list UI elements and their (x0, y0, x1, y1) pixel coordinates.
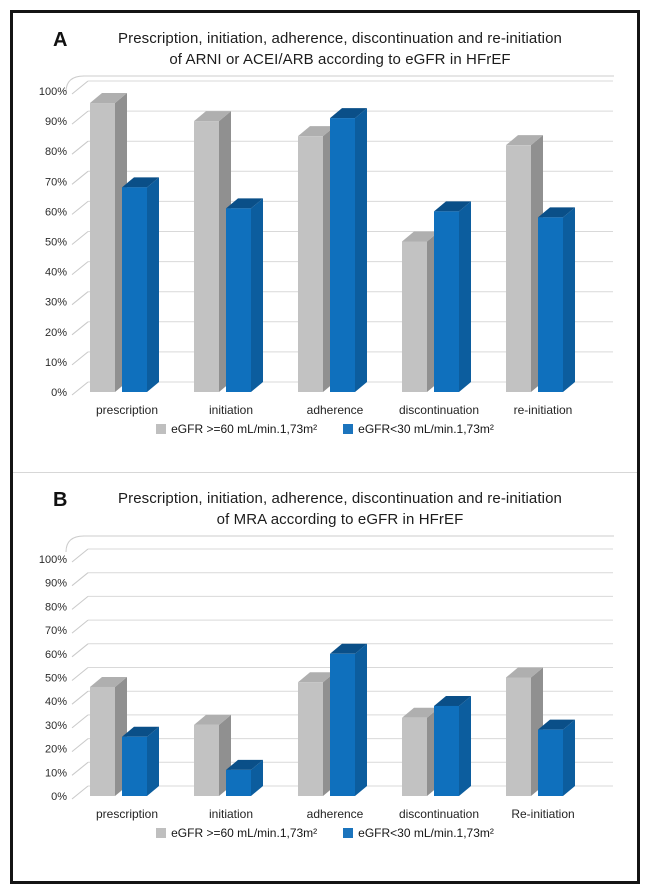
svg-text:initiation: initiation (208, 807, 254, 821)
panel-a-title-line1: Prescription, initiation, adherence, discontinuation and re-initiation (118, 30, 562, 47)
panel-a-legend (13, 422, 637, 436)
legend-item-egfr-low (343, 422, 494, 436)
svg-text:20%: 20% (44, 326, 67, 339)
svg-text:adherence: adherence (306, 807, 364, 821)
panel-b-title-line1: Prescription, initiation, adherence, discontinuation and re-initiation (118, 490, 562, 507)
svg-text:80%: 80% (44, 601, 67, 614)
legend-swatch-gray-icon (156, 828, 166, 838)
legend-swatch-gray-icon (156, 424, 166, 434)
svg-text:60%: 60% (44, 206, 67, 219)
legend-label-egfr-high: eGFR >=60 mL/min.1,73m² (171, 826, 318, 840)
panel-b-title (83, 488, 597, 530)
legend-label-egfr-high: eGFR >=60 mL/min.1,73m² (171, 422, 318, 436)
panel-b-legend (13, 826, 637, 840)
svg-text:20%: 20% (44, 743, 67, 756)
svg-text:80%: 80% (44, 146, 67, 159)
legend-item-egfr-high (156, 422, 317, 436)
panel-a-title-line2: of ARNI or ACEI/ARB according to eGFR in HFrEF (169, 51, 511, 68)
svg-text:100%: 100% (38, 86, 67, 98)
svg-text:30%: 30% (44, 296, 67, 309)
svg-text:discontinuation: discontinuation (398, 807, 480, 821)
svg-text:90%: 90% (44, 577, 67, 590)
svg-text:0%: 0% (51, 387, 67, 399)
legend-label-egfr-low: eGFR<30 mL/min.1,73m² (358, 422, 494, 436)
svg-text:Re-initiation: Re-initiation (511, 807, 575, 821)
svg-text:10%: 10% (44, 356, 67, 369)
legend-swatch-blue-icon (343, 828, 353, 838)
svg-text:prescription: prescription (95, 403, 159, 417)
panel-a-label: A (53, 29, 68, 51)
svg-text:0%: 0% (51, 791, 67, 803)
panel-a (13, 13, 637, 473)
svg-text:30%: 30% (44, 719, 67, 732)
figure-frame (10, 10, 640, 884)
svg-text:50%: 50% (44, 672, 67, 685)
svg-text:adherence: adherence (306, 403, 364, 417)
panel-b-label: B (53, 489, 68, 511)
svg-text:100%: 100% (38, 554, 67, 566)
svg-text:70%: 70% (44, 176, 67, 189)
svg-text:re-initiation: re-initiation (513, 403, 573, 417)
legend-item-egfr-high (156, 826, 317, 840)
legend-item-egfr-low (343, 826, 494, 840)
svg-text:40%: 40% (44, 696, 67, 709)
bar-chart-mra (14, 534, 634, 824)
svg-text:discontinuation: discontinuation (398, 403, 480, 417)
svg-text:70%: 70% (44, 625, 67, 638)
legend-swatch-blue-icon (343, 424, 353, 434)
svg-text:40%: 40% (44, 266, 67, 279)
svg-text:90%: 90% (44, 116, 67, 129)
bar-chart-arni-acei-arb (14, 74, 634, 420)
panel-a-title (83, 28, 597, 70)
svg-text:initiation: initiation (208, 403, 254, 417)
svg-text:60%: 60% (44, 648, 67, 661)
svg-text:50%: 50% (44, 236, 67, 249)
panel-b (13, 473, 637, 881)
svg-text:10%: 10% (44, 767, 67, 780)
legend-label-egfr-low: eGFR<30 mL/min.1,73m² (358, 826, 494, 840)
svg-text:prescription: prescription (95, 807, 159, 821)
panel-b-title-line2: of MRA according to eGFR in HFrEF (216, 511, 464, 528)
